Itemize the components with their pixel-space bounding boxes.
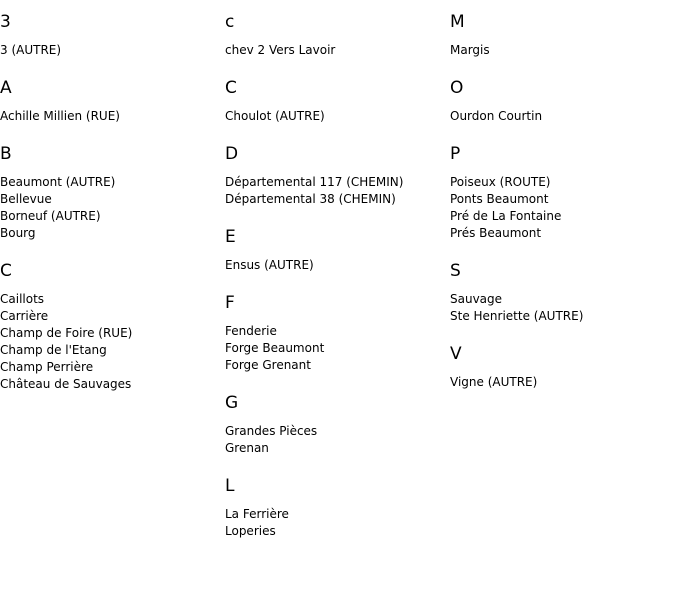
letter-heading: B [0,144,12,164]
letter-group [0,259,225,393]
list-item [450,308,675,325]
street-link[interactable]: Caillots [0,292,45,306]
street-link[interactable]: Champ Perrière [0,360,94,374]
street-link[interactable]: Grandes Pièces [225,424,318,438]
letter-group [450,259,675,325]
letter-group [225,474,450,540]
letter-heading: L [225,476,235,496]
entry-list [225,323,450,374]
street-link[interactable]: Fenderie [225,324,277,338]
list-item [225,174,450,191]
street-link[interactable]: Forge Grenant [225,358,311,372]
list-item [0,108,225,125]
street-link[interactable]: Départemental 38 (CHEMIN) [225,192,396,206]
street-link[interactable]: Château de Sauvages [0,377,132,391]
list-item [225,423,450,440]
list-item [0,308,225,325]
list-item [0,191,225,208]
letter-group [225,142,450,208]
letter-heading: c [225,12,235,32]
letter-group [225,10,450,59]
street-link[interactable]: Bourg [0,226,36,240]
street-link[interactable]: Ste Henriette (AUTRE) [450,309,584,323]
entry-list [450,174,675,242]
list-item [0,325,225,342]
list-item [450,374,675,391]
entry-list [225,174,450,208]
letter-heading: P [450,144,461,164]
street-link[interactable]: Ponts Beaumont [450,192,549,206]
list-item [225,340,450,357]
street-link[interactable]: Borneuf (AUTRE) [0,209,101,223]
letter-heading: C [0,261,12,281]
entry-list [450,374,675,391]
list-item [225,323,450,340]
list-item [450,225,675,242]
letter-group [450,342,675,391]
letter-heading: A [0,78,12,98]
letter-group [225,291,450,374]
street-link[interactable]: Champ de Foire (RUE) [0,326,133,340]
list-item [225,108,450,125]
entry-list [0,108,225,125]
index-column-2 [225,10,450,557]
street-link[interactable]: Prés Beaumont [450,226,542,240]
entry-list [450,42,675,59]
index-column-3 [450,10,675,408]
letter-heading: S [450,261,461,281]
street-link[interactable]: Départemental 117 (CHEMIN) [225,175,404,189]
letter-heading: M [450,12,465,32]
street-link[interactable]: 3 (AUTRE) [0,43,62,57]
list-item [225,506,450,523]
street-link[interactable]: Loperies [225,524,276,538]
street-link[interactable]: Bellevue [0,192,52,206]
street-link[interactable]: La Ferrière [225,507,289,521]
list-item [450,108,675,125]
list-item [0,342,225,359]
letter-heading: E [225,227,236,247]
street-link[interactable]: Ourdon Courtin [450,109,543,123]
letter-group [225,76,450,125]
street-link[interactable]: chev 2 Vers Lavoir [225,43,336,57]
list-item [225,523,450,540]
street-link[interactable]: Ensus (AUTRE) [225,258,314,272]
list-item [225,440,450,457]
list-item [0,42,225,59]
list-item [225,42,450,59]
list-item [0,359,225,376]
street-link[interactable]: Pré de La Fontaine [450,209,562,223]
letter-group [225,391,450,457]
street-link[interactable]: Poiseux (ROUTE) [450,175,551,189]
list-item [225,357,450,374]
list-item [450,208,675,225]
letter-group [0,76,225,125]
letter-group [450,76,675,125]
letter-group [225,225,450,274]
street-link[interactable]: Choulot (AUTRE) [225,109,325,123]
letter-heading: V [450,344,462,364]
street-link[interactable]: Champ de l'Etang [0,343,107,357]
letter-heading: O [450,78,464,98]
letter-heading: 3 [0,12,11,32]
list-item [0,208,225,225]
street-link[interactable]: Sauvage [450,292,503,306]
street-link[interactable]: Achille Millien (RUE) [0,109,120,123]
street-link[interactable]: Grenan [225,441,269,455]
street-link[interactable]: Margis [450,43,490,57]
list-item [225,191,450,208]
letter-heading: D [225,144,239,164]
list-item [450,191,675,208]
entry-list [0,42,225,59]
entry-list [225,42,450,59]
letter-group [450,10,675,59]
letter-group [0,142,225,242]
street-link[interactable]: Vigne (AUTRE) [450,375,538,389]
list-item [450,174,675,191]
list-item [450,42,675,59]
list-item [0,376,225,393]
entry-list [225,108,450,125]
list-item [0,225,225,242]
entry-list [225,257,450,274]
letter-heading: G [225,393,239,413]
list-item [0,174,225,191]
letter-group [450,142,675,242]
entry-list [450,291,675,325]
street-link[interactable]: Forge Beaumont [225,341,325,355]
letter-heading: F [225,293,235,313]
index-column-1 [0,10,225,410]
entry-list [225,423,450,457]
entry-list [0,174,225,242]
letter-group [0,10,225,59]
list-item [225,257,450,274]
street-link[interactable]: Carrière [0,309,49,323]
list-item [0,291,225,308]
entry-list [450,108,675,125]
list-item [450,291,675,308]
letter-heading: C [225,78,237,98]
entry-list [0,291,225,393]
entry-list [225,506,450,540]
street-link[interactable]: Beaumont (AUTRE) [0,175,116,189]
